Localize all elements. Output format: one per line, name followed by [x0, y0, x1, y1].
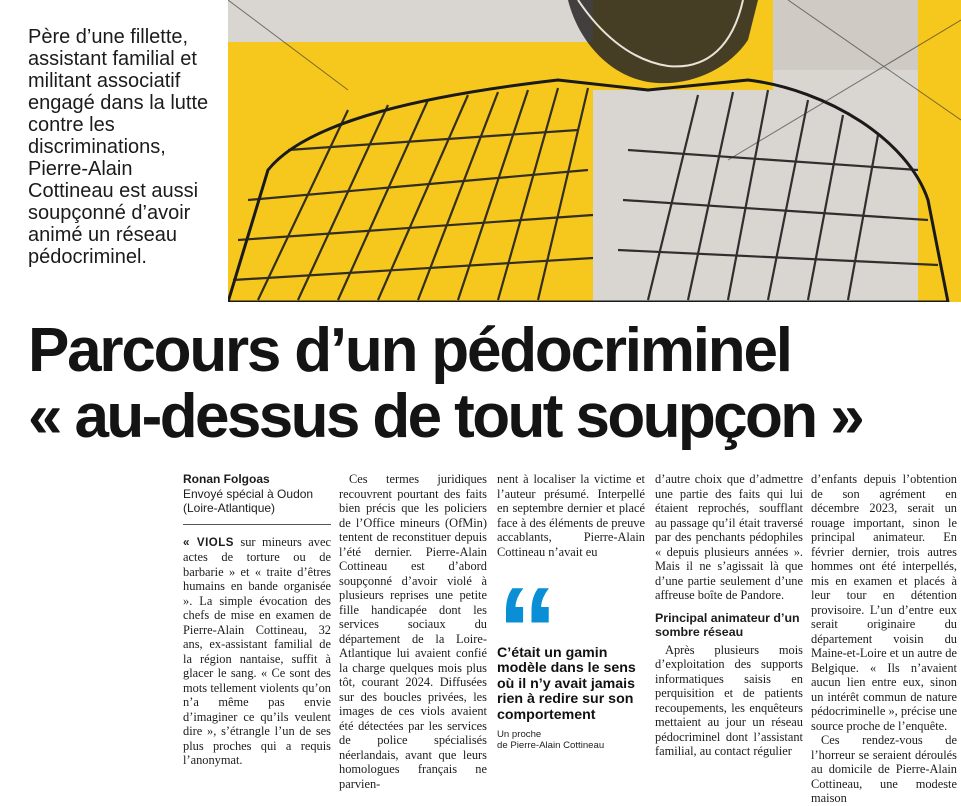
paragraph: d’enfants depuis l’obtention de son agrément en décembre 2023, serait un rouage important, sinon le principal animateur. En février dernier, trois autres hommes ont été interpellés, mis en examen et placés à leur tour en détention provisoire. L’un d’entre eux serait originaire du département voisin du Maine-et-Loire et un autre de Belgique. « Ils n’avaient aucun lien entre eux, sinon un intérêt commun de nature pédocriminelle », précise une source proche de l’enquête.: [811, 472, 957, 733]
article-column-1: [183, 472, 331, 768]
headline: [28, 318, 961, 450]
byline-location: (Loire-Atlantique): [183, 501, 276, 515]
paragraph: Ces termes juridiques recouvrent pourtant des faits bien précis que les policiers de l’Office mineurs (OfMin) tentent de reconstituer depuis l’été dernier. Pierre-Alain Cottineau est d’abord soupçonné d’avoir violé à plusieurs reprises une petite fille handicapée dont les services sociaux du département de la Loire-Atlantique lui avaient confié la charge quelques mois plus tôt, courant 2024. Diffusées sur des boucles privées, les images de ces viols avaient été détectées par les services de police spécialisés néerlandais, avant que leurs homologues français ne parvien-: [339, 472, 487, 791]
byline-role: Envoyé spécial à Oudon: [183, 486, 314, 501]
pull-quote-text: C’était un gamin modèle dans le sens où il n’y avait jamais rien à redire sur son comportement: [497, 645, 636, 723]
portrait-drawing: [228, 0, 961, 302]
attribution-line-1: Un proche: [497, 729, 542, 741]
header-illustration: [228, 0, 961, 302]
paragraph: d’autre choix que d’admettre une partie des faits qui lui étaient reprochés, soufflant au passage qu’il était traversé par des penchants pédophiles « depuis plusieurs années ». Mais il ne s’agissait là que d’une partie seulement d’une affreuse boîte de Pandore.: [655, 472, 803, 602]
article-column-3: [497, 472, 645, 559]
lead-text: sur mineurs avec actes de torture ou de barbarie » et « traite d’êtres humains en bande organisée ». La simple évocation des chefs de mise en examen de Pierre-Alain Cottineau, 32 ans, ex-assistant familial de la région nantaise, suffit à glacer le sang. « Ce sont des mots tellement violents qu’on n’a même pas envie d’imaginer ce qu’ils veulent dire », s’étrangle l’un de ses plus proches qui a requis l’anonymat.: [183, 534, 331, 767]
byline: [183, 472, 331, 516]
attribution-line-2: de Pierre-Alain Cottineau: [497, 740, 605, 752]
paragraph: Ces rendez-vous de l’horreur se seraient déroulés au domicile de Pierre-Alain Cottineau, une modeste maison: [811, 733, 957, 805]
kicker: « VIOLS: [183, 536, 234, 549]
article-column-2: [339, 472, 487, 791]
standfirst: Père d’une fillette, assistant familial et militant associatif engagé dans la lutte contre les discriminations, Pierre-Alain Cottineau est aussi soupçonné d’avoir animé un réseau pédocriminel.: [28, 26, 209, 268]
headline-line-2: « au-dessus de tout soupçon »: [28, 382, 863, 451]
headline-line-1: Parcours d’un pédocriminel: [28, 316, 791, 385]
paragraph: Après plusieurs mois d’exploitation des supports informatiques saisis en perquisition et de patients recoupements, les enquêteurs mettaient au jour un réseau pédocriminel dont l’assistant familial, au contact régulier: [655, 642, 803, 758]
article-column-4: [655, 472, 803, 759]
quote-marks-icon: [497, 584, 645, 646]
subheading: Principal animateur d’un sombre réseau: [655, 610, 800, 639]
byline-divider: [183, 524, 331, 525]
paragraph: nent à localiser la victime et l’auteur présumé. Interpellé en septembre dernier et placé face à des éléments de preuve accablants, Pierre-Alain Cottineau n’avait eu: [497, 472, 645, 559]
lead-paragraph: [183, 535, 331, 768]
byline-author: Ronan Folgoas: [183, 472, 270, 486]
pull-quote-attribution: [497, 729, 645, 751]
pull-quote: [497, 584, 645, 751]
article-column-5: [811, 472, 957, 806]
